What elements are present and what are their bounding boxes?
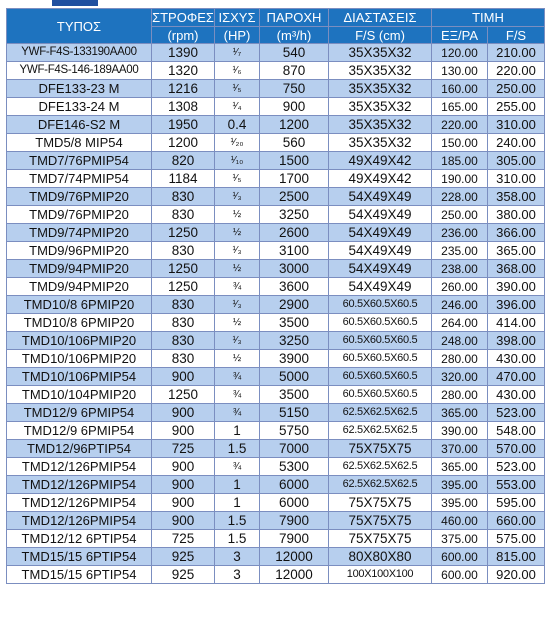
cell-price-b: 523.00 <box>488 404 545 422</box>
cell-rpm: 900 <box>152 404 215 422</box>
table-row <box>7 548 545 566</box>
cell-power: ¹⁄₆ <box>215 62 260 80</box>
cell-price-a: 460.00 <box>432 512 488 530</box>
cell-dims: 35X35X32 <box>329 80 432 98</box>
cell-type: DFE133-24 M <box>7 98 152 116</box>
table-row <box>7 458 545 476</box>
cell-flow: 3100 <box>260 242 329 260</box>
cell-price-b: 366.00 <box>488 224 545 242</box>
cell-price-a: 280.00 <box>432 386 488 404</box>
cell-type: TMD9/74PMIP20 <box>7 224 152 242</box>
cell-price-a: 250.00 <box>432 206 488 224</box>
cell-price-a: 365.00 <box>432 404 488 422</box>
cell-rpm: 900 <box>152 458 215 476</box>
cell-rpm: 725 <box>152 440 215 458</box>
cell-type: DFE146-S2 M <box>7 116 152 134</box>
table-row <box>7 170 545 188</box>
cell-rpm: 900 <box>152 494 215 512</box>
cell-power: 1 <box>215 422 260 440</box>
cell-power: ½ <box>215 206 260 224</box>
table-row <box>7 368 545 386</box>
cell-power: ¹⁄₅ <box>215 170 260 188</box>
cell-type: TMD5/8 MIP54 <box>7 134 152 152</box>
cell-price-b: 305.00 <box>488 152 545 170</box>
cell-type: TMD12/126PMIP54 <box>7 494 152 512</box>
cell-rpm: 830 <box>152 242 215 260</box>
blue-tab <box>52 0 98 6</box>
cell-price-b: 358.00 <box>488 188 545 206</box>
table-row <box>7 494 545 512</box>
cell-dims: 60.5X60.5X60.5 <box>329 314 432 332</box>
table-row <box>7 98 545 116</box>
cell-power: ¹⁄₂₀ <box>215 134 260 152</box>
table-row <box>7 422 545 440</box>
cell-type: TMD9/76PMIP20 <box>7 206 152 224</box>
cell-power: 1.5 <box>215 530 260 548</box>
table-row <box>7 134 545 152</box>
cell-rpm: 830 <box>152 314 215 332</box>
cell-type: TMD7/74PMIP54 <box>7 170 152 188</box>
cell-price-a: 365.00 <box>432 458 488 476</box>
cell-price-b: 220.00 <box>488 62 545 80</box>
cell-flow: 560 <box>260 134 329 152</box>
cell-dims: 54X49X49 <box>329 242 432 260</box>
cell-price-a: 600.00 <box>432 548 488 566</box>
cell-rpm: 900 <box>152 422 215 440</box>
cell-flow: 750 <box>260 80 329 98</box>
cell-type: TMD10/104PMIP20 <box>7 386 152 404</box>
cell-price-b: 390.00 <box>488 278 545 296</box>
cell-rpm: 830 <box>152 296 215 314</box>
cell-dims: 62.5X62.5X62.5 <box>329 404 432 422</box>
cell-price-a: 390.00 <box>432 422 488 440</box>
cell-type: TMD9/94PMIP20 <box>7 278 152 296</box>
cell-price-b: 548.00 <box>488 422 545 440</box>
cell-dims: 35X35X32 <box>329 98 432 116</box>
cell-price-a: 235.00 <box>432 242 488 260</box>
cell-price-a: 246.00 <box>432 296 488 314</box>
cell-dims: 60.5X60.5X60.5 <box>329 296 432 314</box>
cell-type: TMD12/126PMIP54 <box>7 512 152 530</box>
cell-rpm: 1320 <box>152 62 215 80</box>
table-row <box>7 188 545 206</box>
cell-power: ¹⁄₃ <box>215 242 260 260</box>
header-price-b: F/S <box>488 27 545 44</box>
cell-price-b: 414.00 <box>488 314 545 332</box>
cell-rpm: 900 <box>152 476 215 494</box>
cell-rpm: 1950 <box>152 116 215 134</box>
header-dims: ΔΙΑΣΤΑΣΕΙΣ <box>329 9 432 27</box>
header-flow: ΠΑΡΟΧΗ <box>260 9 329 27</box>
cell-flow: 12000 <box>260 566 329 584</box>
cell-price-a: 228.00 <box>432 188 488 206</box>
header-flow-unit: (m³/h) <box>260 27 329 44</box>
cell-price-a: 248.00 <box>432 332 488 350</box>
header-price: ΤΙΜΗ <box>432 9 545 27</box>
table-row <box>7 332 545 350</box>
cell-price-a: 190.00 <box>432 170 488 188</box>
cell-price-b: 430.00 <box>488 386 545 404</box>
cell-power: ½ <box>215 224 260 242</box>
cell-flow: 540 <box>260 44 329 62</box>
table-row <box>7 566 545 584</box>
cell-flow: 900 <box>260 98 329 116</box>
cell-flow: 6000 <box>260 494 329 512</box>
table-body <box>7 44 545 584</box>
cell-power: ¹⁄₃ <box>215 188 260 206</box>
cell-power: ¾ <box>215 458 260 476</box>
table-row <box>7 152 545 170</box>
cell-price-b: 553.00 <box>488 476 545 494</box>
cell-flow: 3600 <box>260 278 329 296</box>
cell-rpm: 1250 <box>152 386 215 404</box>
cell-dims: 100X100X100 <box>329 566 432 584</box>
cell-rpm: 830 <box>152 206 215 224</box>
cell-rpm: 1250 <box>152 278 215 296</box>
cell-price-a: 220.00 <box>432 116 488 134</box>
cell-price-b: 430.00 <box>488 350 545 368</box>
cell-power: ½ <box>215 314 260 332</box>
cell-power: ¹⁄₃ <box>215 332 260 350</box>
cell-price-b: 595.00 <box>488 494 545 512</box>
cell-rpm: 1308 <box>152 98 215 116</box>
cell-type: TMD9/94PMIP20 <box>7 260 152 278</box>
cell-type: TMD9/96PMIP20 <box>7 242 152 260</box>
cell-type: TMD9/76PMIP20 <box>7 188 152 206</box>
cell-flow: 1500 <box>260 152 329 170</box>
cell-dims: 75X75X75 <box>329 530 432 548</box>
cell-flow: 6000 <box>260 476 329 494</box>
cell-flow: 5000 <box>260 368 329 386</box>
cell-price-b: 575.00 <box>488 530 545 548</box>
cell-power: ¹⁄₁₀ <box>215 152 260 170</box>
cell-power: 1 <box>215 494 260 512</box>
cell-power: ¹⁄₇ <box>215 44 260 62</box>
cell-price-b: 210.00 <box>488 44 545 62</box>
cell-dims: 75X75X75 <box>329 494 432 512</box>
price-table <box>6 8 545 584</box>
cell-flow: 1700 <box>260 170 329 188</box>
cell-rpm: 1184 <box>152 170 215 188</box>
cell-price-a: 130.00 <box>432 62 488 80</box>
cell-flow: 12000 <box>260 548 329 566</box>
cell-dims: 60.5X60.5X60.5 <box>329 368 432 386</box>
table-row <box>7 242 545 260</box>
cell-rpm: 830 <box>152 350 215 368</box>
cell-type: TMD12/96PTIP54 <box>7 440 152 458</box>
cell-power: 3 <box>215 566 260 584</box>
header-rpm-unit: (rpm) <box>152 27 215 44</box>
cell-flow: 3250 <box>260 332 329 350</box>
table-row <box>7 260 545 278</box>
cell-power: ¾ <box>215 278 260 296</box>
cell-price-b: 920.00 <box>488 566 545 584</box>
cell-flow: 7000 <box>260 440 329 458</box>
cell-price-a: 320.00 <box>432 368 488 386</box>
cell-rpm: 1250 <box>152 224 215 242</box>
cell-rpm: 820 <box>152 152 215 170</box>
header-power-unit: (HP) <box>215 27 260 44</box>
cell-power: 1 <box>215 476 260 494</box>
cell-price-b: 310.00 <box>488 116 545 134</box>
cell-power: ½ <box>215 260 260 278</box>
cell-type: TMD12/9 6PMIP54 <box>7 404 152 422</box>
cell-flow: 1200 <box>260 116 329 134</box>
table-row <box>7 350 545 368</box>
cell-flow: 3900 <box>260 350 329 368</box>
cell-dims: 62.5X62.5X62.5 <box>329 422 432 440</box>
table-row <box>7 44 545 62</box>
cell-power: ¹⁄₄ <box>215 98 260 116</box>
cell-type: TMD7/76PMIP54 <box>7 152 152 170</box>
table-row <box>7 512 545 530</box>
cell-rpm: 1390 <box>152 44 215 62</box>
cell-price-a: 370.00 <box>432 440 488 458</box>
table-row <box>7 404 545 422</box>
cell-price-a: 375.00 <box>432 530 488 548</box>
cell-price-b: 570.00 <box>488 440 545 458</box>
cell-dims: 54X49X49 <box>329 206 432 224</box>
cell-type: TMD10/8 6PMIP20 <box>7 314 152 332</box>
cell-type: TMD12/12 6PTIP54 <box>7 530 152 548</box>
cell-price-b: 523.00 <box>488 458 545 476</box>
cell-type: YWF-F4S-146-189AA00 <box>7 62 152 80</box>
cell-flow: 5150 <box>260 404 329 422</box>
cell-price-a: 165.00 <box>432 98 488 116</box>
cell-power: 3 <box>215 548 260 566</box>
cell-price-a: 160.00 <box>432 80 488 98</box>
cell-price-a: 150.00 <box>432 134 488 152</box>
cell-rpm: 725 <box>152 530 215 548</box>
cell-power: ¾ <box>215 368 260 386</box>
cell-rpm: 1216 <box>152 80 215 98</box>
cell-dims: 35X35X32 <box>329 134 432 152</box>
cell-price-b: 255.00 <box>488 98 545 116</box>
cell-power: ¹⁄₅ <box>215 80 260 98</box>
cell-power: ¾ <box>215 386 260 404</box>
cell-price-b: 660.00 <box>488 512 545 530</box>
table-header <box>7 9 545 44</box>
cell-type: TMD15/15 6PTIP54 <box>7 548 152 566</box>
cell-price-b: 380.00 <box>488 206 545 224</box>
cell-power: ½ <box>215 350 260 368</box>
table-row <box>7 278 545 296</box>
cell-dims: 54X49X49 <box>329 260 432 278</box>
cell-flow: 2900 <box>260 296 329 314</box>
cell-dims: 75X75X75 <box>329 512 432 530</box>
cell-flow: 5750 <box>260 422 329 440</box>
cell-rpm: 830 <box>152 188 215 206</box>
cell-price-a: 238.00 <box>432 260 488 278</box>
cell-type: YWF-F4S-133190AA00 <box>7 44 152 62</box>
table-row <box>7 206 545 224</box>
table-row <box>7 62 545 80</box>
cell-price-b: 396.00 <box>488 296 545 314</box>
cell-rpm: 1200 <box>152 134 215 152</box>
cell-flow: 870 <box>260 62 329 80</box>
cell-price-a: 185.00 <box>432 152 488 170</box>
cell-type: TMD10/106PMIP20 <box>7 350 152 368</box>
cell-dims: 60.5X60.5X60.5 <box>329 332 432 350</box>
cell-type: TMD10/106PMIP54 <box>7 368 152 386</box>
cell-dims: 75X75X75 <box>329 440 432 458</box>
header-price-a: ΕΞ/ΡΑ <box>432 27 488 44</box>
cell-rpm: 925 <box>152 566 215 584</box>
cell-price-a: 260.00 <box>432 278 488 296</box>
cell-flow: 3250 <box>260 206 329 224</box>
cell-type: TMD12/9 6PMIP54 <box>7 422 152 440</box>
cell-flow: 2600 <box>260 224 329 242</box>
cell-dims: 35X35X32 <box>329 44 432 62</box>
cell-dims: 54X49X49 <box>329 224 432 242</box>
table-row <box>7 314 545 332</box>
cell-power: ¹⁄₃ <box>215 296 260 314</box>
cell-dims: 54X49X49 <box>329 188 432 206</box>
cell-dims: 54X49X49 <box>329 278 432 296</box>
cell-price-a: 280.00 <box>432 350 488 368</box>
cell-type: TMD10/106PMIP20 <box>7 332 152 350</box>
table-row <box>7 530 545 548</box>
cell-dims: 35X35X32 <box>329 62 432 80</box>
header-rpm: ΣΤΡΟΦΕΣ <box>152 10 214 25</box>
cell-rpm: 830 <box>152 332 215 350</box>
header-type: ΤΥΠΟΣ <box>7 9 152 44</box>
cell-dims: 49X49X42 <box>329 152 432 170</box>
cell-type: TMD12/126PMIP54 <box>7 458 152 476</box>
cell-type: DFE133-23 M <box>7 80 152 98</box>
cell-flow: 7900 <box>260 530 329 548</box>
cell-dims: 60.5X60.5X60.5 <box>329 386 432 404</box>
cell-type: TMD12/126PMIP54 <box>7 476 152 494</box>
cell-price-a: 236.00 <box>432 224 488 242</box>
cell-price-a: 395.00 <box>432 476 488 494</box>
header-power: ΙΣΧΥΣ <box>215 9 260 27</box>
cell-rpm: 1250 <box>152 260 215 278</box>
cell-flow: 2500 <box>260 188 329 206</box>
cell-price-a: 600.00 <box>432 566 488 584</box>
table-row <box>7 296 545 314</box>
cell-power: 1.5 <box>215 440 260 458</box>
cell-dims: 62.5X62.5X62.5 <box>329 476 432 494</box>
cell-price-a: 264.00 <box>432 314 488 332</box>
cell-price-b: 398.00 <box>488 332 545 350</box>
cell-rpm: 900 <box>152 368 215 386</box>
cell-price-a: 120.00 <box>432 44 488 62</box>
cell-price-a: 395.00 <box>432 494 488 512</box>
table-row <box>7 476 545 494</box>
cell-price-b: 240.00 <box>488 134 545 152</box>
cell-flow: 3500 <box>260 386 329 404</box>
header-dims-unit: F/S (cm) <box>329 27 432 44</box>
table-row <box>7 224 545 242</box>
table-row <box>7 116 545 134</box>
cell-flow: 5300 <box>260 458 329 476</box>
cell-dims: 62.5X62.5X62.5 <box>329 458 432 476</box>
cell-flow: 3000 <box>260 260 329 278</box>
cell-power: ¾ <box>215 404 260 422</box>
cell-price-b: 368.00 <box>488 260 545 278</box>
cell-price-b: 470.00 <box>488 368 545 386</box>
cell-dims: 60.5X60.5X60.5 <box>329 350 432 368</box>
cell-power: 1.5 <box>215 512 260 530</box>
cell-flow: 3500 <box>260 314 329 332</box>
table-row <box>7 440 545 458</box>
cell-type: TMD15/15 6PTIP54 <box>7 566 152 584</box>
cell-price-b: 365.00 <box>488 242 545 260</box>
cell-power: 0.4 <box>215 116 260 134</box>
table-row <box>7 386 545 404</box>
table-row <box>7 80 545 98</box>
cell-dims: 80X80X80 <box>329 548 432 566</box>
cell-dims: 35X35X32 <box>329 116 432 134</box>
cell-price-b: 250.00 <box>488 80 545 98</box>
cell-price-b: 815.00 <box>488 548 545 566</box>
cell-type: TMD10/8 6PMIP20 <box>7 296 152 314</box>
cell-dims: 49X49X42 <box>329 170 432 188</box>
cell-flow: 7900 <box>260 512 329 530</box>
cell-price-b: 310.00 <box>488 170 545 188</box>
cell-rpm: 925 <box>152 548 215 566</box>
cell-rpm: 900 <box>152 512 215 530</box>
